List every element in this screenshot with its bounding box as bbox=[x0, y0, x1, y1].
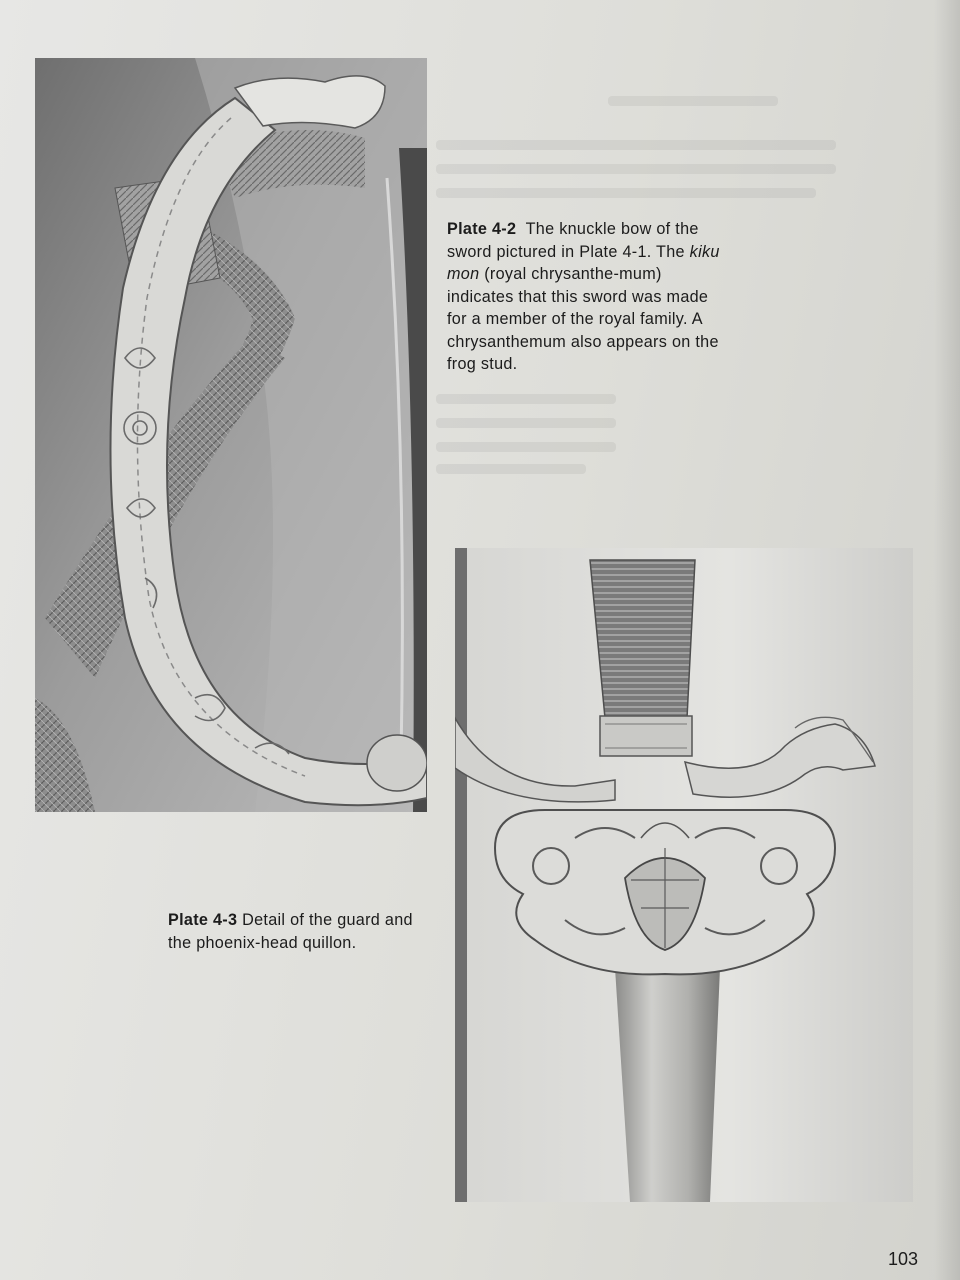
show-through-text bbox=[436, 442, 616, 452]
caption-text: (royal chrysanthe-mum) indicates that this sword was made for a member of the royal family. A chrysanthemum also appears on the frog stud. bbox=[447, 265, 719, 373]
guard-quillon-image bbox=[455, 548, 913, 1202]
plate-4-2-caption bbox=[447, 218, 732, 376]
plate-label: Plate 4-3 bbox=[168, 911, 238, 929]
plate-4-2-photo bbox=[35, 58, 427, 812]
plate-4-3-photo bbox=[455, 548, 913, 1202]
caption-text: The knuckle bow of the sword pictured in Plate 4-1. The bbox=[447, 220, 699, 261]
show-through-text bbox=[436, 464, 586, 474]
show-through-text bbox=[436, 188, 816, 198]
caption-emphasis: kiku mon bbox=[447, 242, 720, 283]
plate-label: Plate 4-2 bbox=[447, 220, 517, 238]
caption-text: Detail of the guard and the phoenix-head quillon. bbox=[168, 911, 413, 952]
knuckle-bow-image bbox=[35, 58, 427, 812]
show-through-text bbox=[436, 394, 616, 404]
page-edge-shadow bbox=[934, 0, 960, 1280]
show-through-text bbox=[436, 140, 836, 150]
plate-4-3-caption bbox=[168, 909, 438, 954]
show-through-text bbox=[608, 96, 778, 106]
page-number: 103 bbox=[887, 1249, 918, 1269]
show-through-text bbox=[436, 164, 836, 174]
show-through-text bbox=[436, 418, 616, 428]
